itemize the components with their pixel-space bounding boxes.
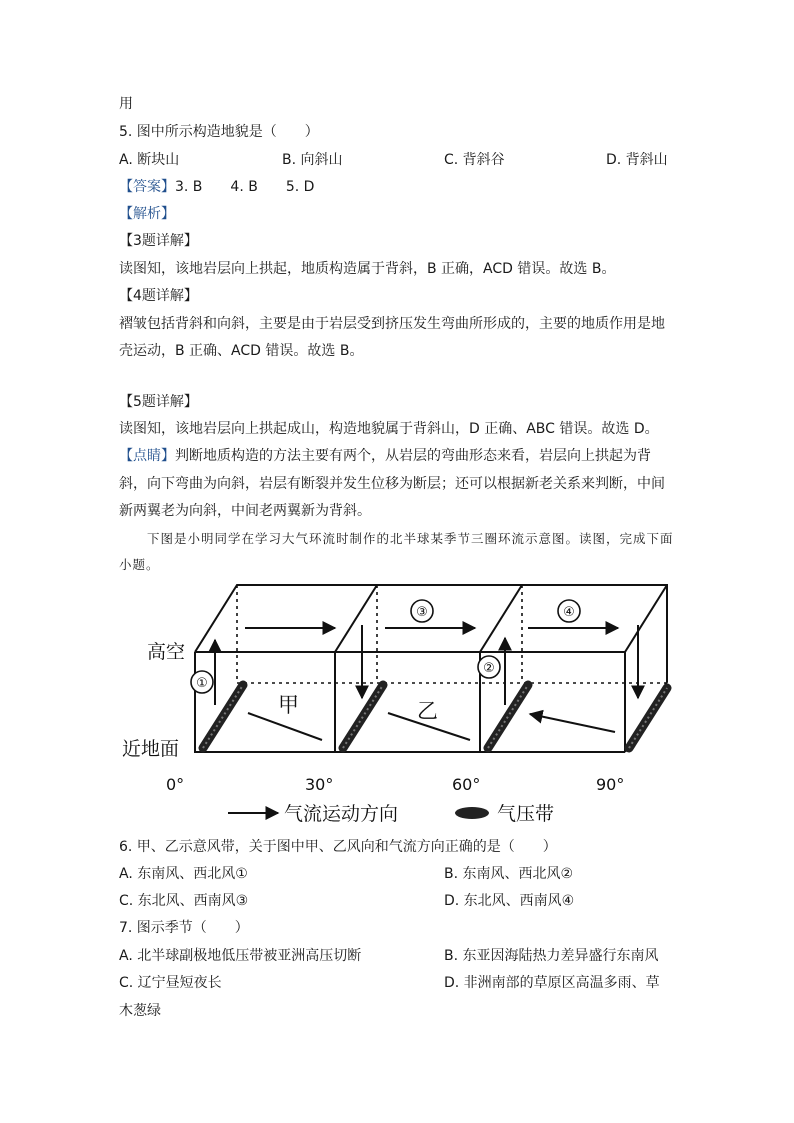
q3-text: 读图知，该地岩层向上拱起，地质构造属于背斜，B 正确，ACD 错误。故选 B。 [119,261,616,277]
tip-label: 【点睛】 [119,448,175,464]
legend-belt-icon [455,807,489,819]
q4-text-2: 壳运动，B 正确、ACD 错误。故选 B。 [119,343,364,359]
answer-line [119,177,314,197]
wind-jia-label: 甲 [278,693,299,717]
analysis-label: 【解析】 [119,206,175,222]
label-high-altitude: 高空 [147,641,186,663]
answer-text: 3. B 4. B 5. D [175,179,315,195]
q5-detail-text: 读图知，该地岩层向上拱起成山，构造地貌属于背斜山，D 正确、ABC 错误。故选 D。 [119,421,659,437]
q7-stem: 7. 图示季节（ ） [119,920,249,936]
circle-4-label: ④ [563,605,575,620]
hidden-edges [237,585,667,683]
lat-90-label: 90° [596,775,625,794]
arrow-polar-easterly [530,714,615,732]
wind-yi-label: 乙 [417,699,438,723]
lat-60-label: 60° [452,775,481,794]
answer-label: 【答案】 [119,179,175,195]
q4-label: 【4题详解】 [119,288,198,304]
legend [228,803,554,825]
q4-text-1: 褶皱包括背斜和向斜，主要是由于岩层受到挤压发生弯曲所形成的，主要的地质作用是地 [119,316,665,332]
q7-option-d: D. 非洲南部的草原区高温多雨、草 [444,975,660,991]
tip-text-2: 斜，向下弯曲为向斜，岩层有断裂并发生位移为断层；还可以根据新老关系来判断，中间 [119,476,665,492]
q5-option-c: C. 背斜谷 [444,152,505,168]
circle-1-label: ① [196,676,208,691]
top-fragment: 用 [119,96,133,112]
q5-stem: 5. 图中所示构造地貌是（ ） [119,124,319,140]
lat-30-label: 30° [305,775,334,794]
q6-stem: 6. 甲、乙示意风带，关于图中甲、乙风向和气流方向正确的是（ ） [119,839,557,855]
q3-label: 【3题详解】 [119,233,198,249]
circulation-diagram [0,575,794,835]
q5-detail-label: 【5题详解】 [119,394,198,410]
circle-3-label: ③ [416,605,428,620]
label-near-ground: 近地面 [122,738,180,760]
lat-0-label: 0° [166,775,185,794]
q6-option-a: A. 东南风、西北风① [119,866,248,882]
q7-option-a: A. 北半球副极地低压带被亚洲高压切断 [119,948,362,964]
circle-2-label: ② [483,661,495,676]
q7-option-b: B. 东亚因海陆热力差异盛行东南风 [444,948,659,964]
legend-belt-label: 气压带 [497,803,555,825]
figure-intro: 下图是小明同学在学习大气环流时制作的北半球某季节三圈环流示意图。读图，完成下面小题。 [119,531,674,572]
q5-option-d: D. 背斜山 [606,152,668,168]
q6-option-c: C. 东北风、西南风③ [119,893,249,909]
tip-text-1: 判断地质构造的方法主要有两个，从岩层的弯曲形态来看，岩层向上拱起为背 [175,448,651,464]
tip-line-1 [119,446,651,466]
legend-arrow-label: 气流运动方向 [284,803,399,825]
q6-option-d: D. 东北风、西南风④ [444,893,575,909]
q6-option-b: B. 东南风、西北风② [444,866,574,882]
q5-option-b: B. 向斜山 [282,152,343,168]
tip-text-3: 新两翼老为向斜，中间老两翼新为背斜。 [119,503,371,519]
q7-option-c: C. 辽宁昼短夜长 [119,975,222,991]
q5-option-a: A. 断块山 [119,152,180,168]
wind-jia-line [248,713,322,740]
q7-option-d-continued: 木葱绿 [119,1003,161,1019]
